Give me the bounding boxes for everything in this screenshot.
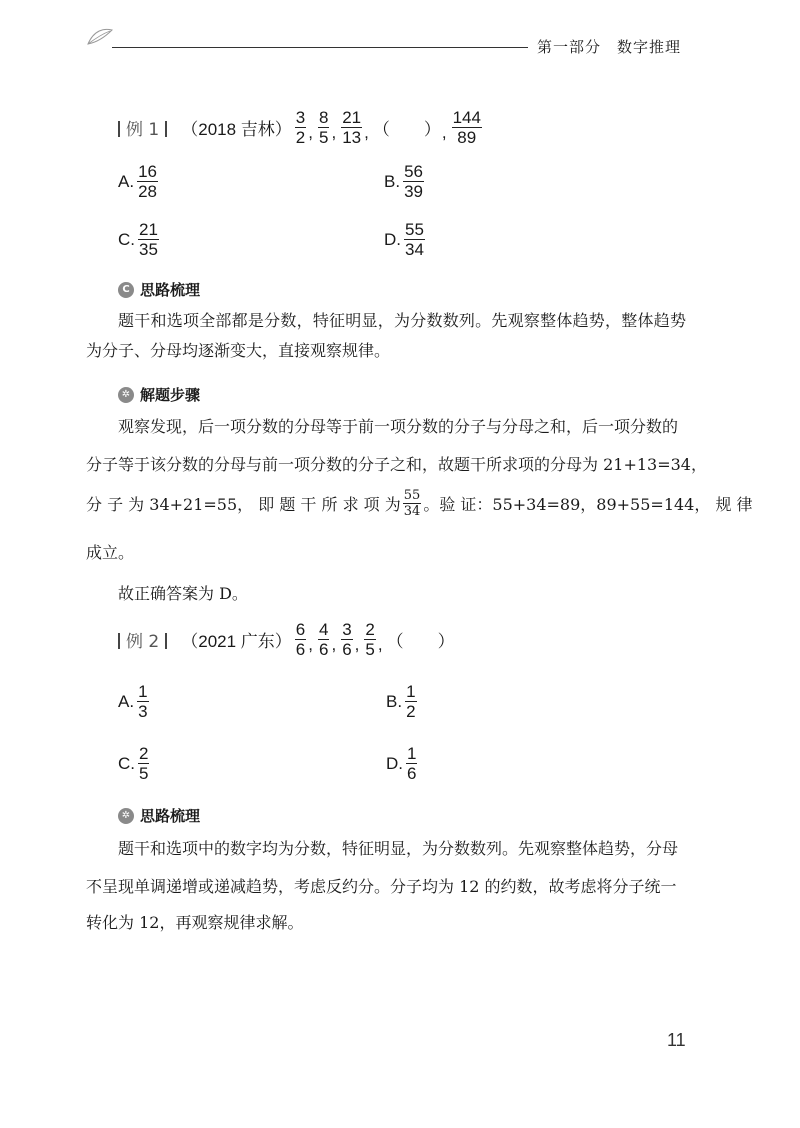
example-2-question: 例 2 （2021 广东） $\frac{6}{6}$ , $\frac{4}{6}$ , $\frac{3}{6}$ , $\frac{2}{5}$ , （ ） [118, 620, 455, 659]
sequence-term: $\frac{144}{89}$ [452, 108, 481, 147]
idea-paragraph: 题干和选项全部都是分数，特征明显，为分数数列。先观察整体趋势，整体趋势为分子、分母均逐渐变大，直接观察规律。 [86, 311, 686, 360]
option-a: A. $\frac{16}{28}$ [118, 162, 157, 201]
leaf-ornament-icon [86, 26, 114, 48]
idea-line: 题干和选项中的数字均为分数，特征明显，为分数数列。先观察整体趋势，分母 [118, 839, 679, 858]
option-b: B. $\frac{1}{2}$ [386, 682, 416, 721]
sequence-term: $\frac{4}{6}$ [318, 620, 329, 659]
header-rule [112, 47, 528, 48]
inline-fraction: $\frac{55}{34}$ [403, 488, 421, 519]
sequence-term: $\frac{3}{6}$ [342, 620, 352, 659]
example-2-source: （2021 广东） [181, 632, 292, 651]
option-a: A. $\frac{1}{3}$ [118, 682, 148, 721]
gear-badge-icon: ✲ [118, 808, 134, 824]
header-title: 第一部分 数字推理 [537, 38, 682, 56]
example-1-source: （2018 吉林） [181, 120, 292, 139]
sequence-term: $\frac{21}{13}$ [342, 108, 362, 147]
gear-badge-icon: ✲ [118, 387, 134, 403]
steps-line: 成立。 [86, 543, 135, 562]
option-d: D. $\frac{1}{6}$ [386, 744, 417, 783]
idea-heading-2: ✲ 思路梳理 [118, 805, 200, 826]
blank-term: （ ） [372, 120, 441, 139]
sequence-term: $\frac{6}{6}$ [295, 620, 306, 659]
steps-heading: ✲ 解题步骤 [118, 384, 200, 405]
answer-line: 故正确答案为 D。 [118, 584, 248, 603]
idea-heading: C 思路梳理 [118, 279, 200, 300]
blank-term: （ ） [386, 632, 455, 651]
example-1-question: 例 1 （2018 吉林） $\frac{3}{2}$ , $\frac{8}{5}$ , $\frac{21}{13}$ , （ ） , $\frac{144}{89}$ [118, 108, 483, 147]
option-c: C. $\frac{2}{5}$ [118, 744, 149, 783]
option-d: D. $\frac{55}{34}$ [384, 220, 424, 259]
circle-c-icon: C [118, 282, 134, 298]
example-2-tag: 例 2 [118, 627, 167, 652]
sequence-term: $\frac{8}{5}$ [318, 108, 329, 147]
idea-line: 不呈现单调递增或递减趋势，考虑反约分。分子均为 12 的约数，故考虑将分子统一 [86, 877, 677, 896]
option-c: C. $\frac{21}{35}$ [118, 220, 158, 259]
page-number: 11 [667, 1030, 686, 1050]
idea-line: 转化为 12，再观察规律求解。 [86, 913, 304, 932]
sequence-term: $\frac{2}{5}$ [365, 620, 375, 659]
option-b: B. $\frac{56}{39}$ [384, 162, 423, 201]
sequence-term: $\frac{3}{2}$ [295, 108, 306, 147]
steps-line: 观察发现，后一项分数的分母等于前一项分数的分子与分母之和，后一项分数的 [118, 417, 679, 436]
example-1-tag: 例 1 [118, 115, 167, 140]
steps-line: 分 子 为 34+21=55， 即 题 干 所 求 项 为 $\frac{55}{34}$ 。验 证：55+34=89，89+55=144， 规 律 [86, 488, 753, 519]
steps-line: 分子等于该分数的分母与前一项分数的分子之和，故题干所求项的分母为 21+13=34， [86, 455, 707, 474]
